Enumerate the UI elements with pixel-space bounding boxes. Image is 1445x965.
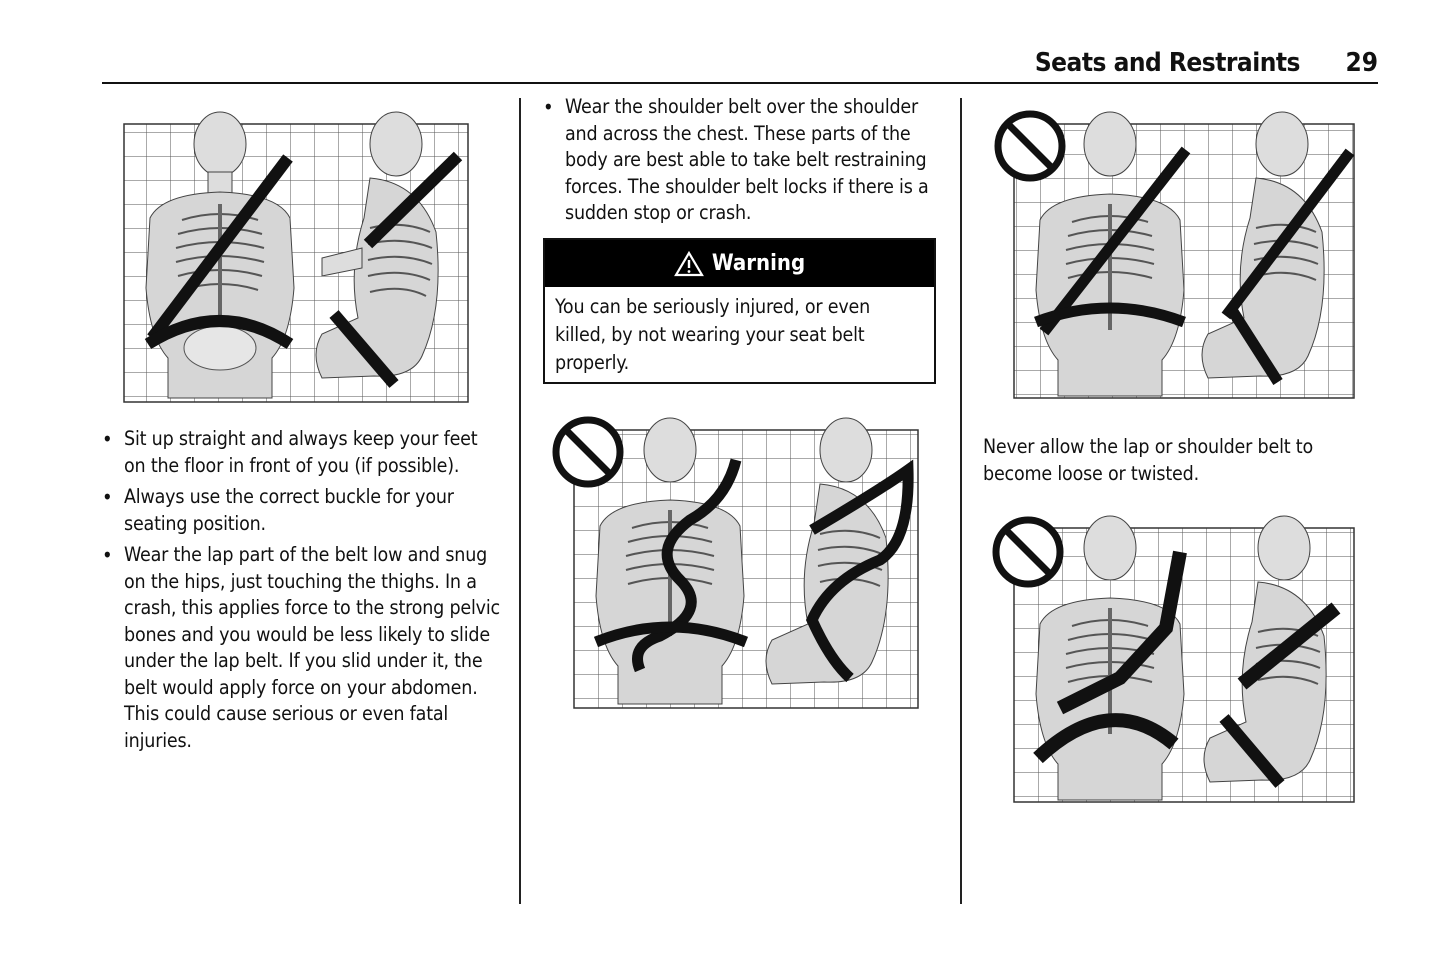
- warning-title: Warning: [711, 251, 806, 276]
- left-bullet-list: [102, 426, 502, 759]
- correct-belt-illustration: [122, 108, 470, 406]
- list-item: • Wear the shoulder belt over the shoulder and across the chest. These parts of the body are best able to take belt restraining forces. The shoulder belt locks if there is a sudden stop or crash.: [543, 94, 939, 227]
- incorrect-belt-illustration-high: [992, 106, 1358, 402]
- warning-triangle-icon: [674, 251, 704, 277]
- list-item: • Always use the correct buckle for your seating position.: [102, 484, 502, 537]
- list-item: • Sit up straight and always keep your feet on the floor in front of you (if possible).: [102, 426, 502, 479]
- warning-header: [545, 240, 934, 287]
- incorrect-belt-illustration-wavy: [550, 410, 922, 712]
- page-header: [102, 46, 1378, 82]
- incorrect-belt-illustration-twisted: [990, 508, 1360, 806]
- page-number: 29: [1345, 48, 1378, 78]
- section-title: Seats and Restraints: [1034, 48, 1300, 78]
- prohibited-icon: [998, 114, 1062, 178]
- header-rule: [102, 82, 1378, 84]
- prohibited-icon: [556, 420, 620, 484]
- middle-bullet-list: [543, 94, 939, 232]
- list-item: • Wear the lap part of the belt low and snug on the hips, just touching the thighs. In a crash, this applies force to the strong pelvic bones and you would be less likely to slide under the lap belt. If you slid under it, the belt would apply force on your abdomen. This could cause serious or even fatal injuries.: [102, 542, 502, 754]
- warning-box: [543, 238, 936, 384]
- belt-caution-paragraph: Never allow the lap or shoulder belt to become loose or twisted.: [983, 435, 1313, 485]
- prohibited-icon: [996, 520, 1060, 584]
- column-divider-1: [519, 98, 521, 904]
- warning-text: You can be seriously injured, or even killed, by not wearing your seat belt properly.: [555, 295, 871, 374]
- column-divider-2: [960, 98, 962, 904]
